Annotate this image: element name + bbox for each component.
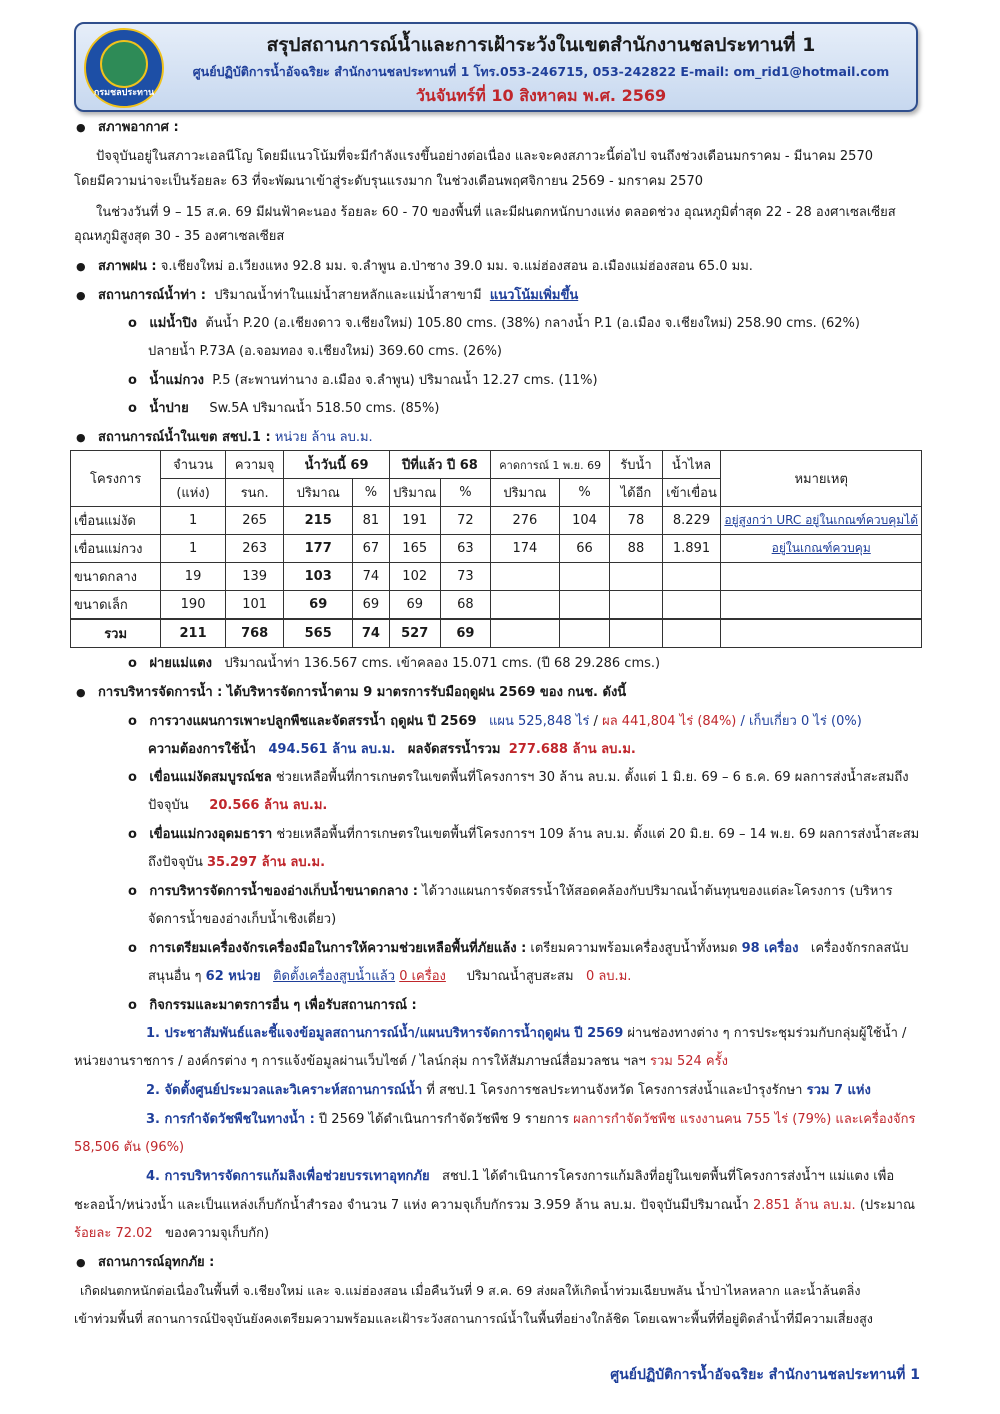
header-banner <box>74 22 918 112</box>
ping-label: แม่น้ำปิง <box>149 316 198 331</box>
m2-line-2 <box>148 791 327 820</box>
bullet-o-icon: o <box>128 714 137 729</box>
col-lastyear-volume: ปริมาณ <box>389 479 440 507</box>
a4-line <box>146 1162 894 1191</box>
runoff-heading: สถานการณ์น้ำท่า : <box>98 288 207 303</box>
cell-name: เขื่อนแม่งัด <box>71 507 161 535</box>
cell-cap: 101 <box>225 591 284 620</box>
m1-alloc-label: ผลจัดสรรน้ำรวม <box>407 742 501 757</box>
cell-fv: 174 <box>491 535 560 563</box>
reservoir-unit: หน่วย ล้าน ลบ.ม. <box>274 430 373 445</box>
total-receive <box>610 619 662 648</box>
cell-lp: 72 <box>440 507 490 535</box>
cell-name: เขื่อนแม่กวง <box>71 535 161 563</box>
m5-installed: ติดตั้งเครื่องสูบน้ำแล้ว <box>273 969 396 984</box>
cell-inflow: 1.891 <box>662 535 721 563</box>
cell-lv: 165 <box>389 535 440 563</box>
m1-line-2 <box>148 735 636 764</box>
a4-pct: ร้อยละ 72.02 <box>74 1226 153 1241</box>
cell-lv: 69 <box>389 591 440 620</box>
contact-line: ศูนย์ปฏิบัติการน้ำอัจฉริยะ สำนักงานชลประทานที่ 1 โทร.053-246715, 053-242822 E-mail: om_rid1@hotmail.com <box>192 64 890 79</box>
m6-label: กิจกรรมและมาตรการอื่น ๆ เพื่อรับสถานการณ์ : <box>149 998 417 1013</box>
table-row <box>71 563 922 591</box>
a4-text4: ของความจุเก็บกัก) <box>165 1226 270 1241</box>
m5-pumped-value: 0 ลบ.ม. <box>585 969 632 984</box>
cell-count: 19 <box>161 563 226 591</box>
page-title: สรุปสถานการณ์น้ำและการเฝ้าระวังในเขตสำนักงานชลประทานที่ 1 <box>266 34 816 56</box>
bullet-o-icon: o <box>128 884 137 899</box>
m3-label: เขื่อนแม่กวงอุดมธารา <box>149 827 273 842</box>
col-receive-2: ได้อีก <box>610 479 662 507</box>
a3-label: 3. การกำจัดวัชพืชในทางน้ำ : <box>146 1112 315 1127</box>
m5-label: การเตรียมเครื่องจักรเครื่องมือในการให้ความช่วยเหลือพื้นที่ภัยแล้ง : <box>149 941 527 956</box>
bullet-o-icon: o <box>128 316 137 331</box>
a1-line-2 <box>74 1047 728 1076</box>
bullet-icon: ● <box>76 431 86 444</box>
total-count: 211 <box>161 619 226 648</box>
cell-p: 81 <box>353 507 390 535</box>
m4-label: การบริหารจัดการน้ำของอ่างเก็บน้ำขนาดกลาง : <box>149 884 418 899</box>
a2-total: รวม 7 แห่ง <box>806 1083 871 1098</box>
kuang-text: P.5 (สะพานท่านาง อ.เมือง จ.ลำพูน) ปริมาณน้ำ 12.27 cms. (11%) <box>212 373 598 388</box>
total-lastyear-pct: 69 <box>440 619 490 648</box>
m1-sep: / <box>593 714 598 729</box>
col-receive: รับน้ำ <box>610 451 662 479</box>
logo-emblem-icon <box>100 40 148 88</box>
col-today-volume: ปริมาณ <box>284 479 353 507</box>
a1-line <box>146 1019 906 1048</box>
table-row <box>71 507 922 535</box>
m1-need: 494.561 ล้าน ลบ.ม. <box>268 742 396 757</box>
cell-fv <box>491 591 560 620</box>
col-forecast: คาดการณ์ 1 พ.ย. 69 <box>491 451 610 479</box>
table-total-row <box>71 619 922 648</box>
a4-text2: ชะลอน้ำ/หน่วงน้ำ และเป็นแหล่งเก็บกักน้ำสำรอง จำนวน 7 แห่ง ความจุเก็บกักรวม 3.959 ล้าน ลบ.ม. ปัจจุบันมีปริมาณน้ำ <box>74 1198 749 1213</box>
a1-text2: หน่วยงานราชการ / องค์กรต่าง ๆ การแจ้งข้อมูลผ่านเว็บไซต์ / ไลน์กลุ่ม การให้สัมภาษณ์สื่อมวลชน ฯลฯ <box>74 1054 646 1069</box>
weather-heading: สภาพอากาศ : <box>98 120 179 135</box>
table-row <box>71 591 922 620</box>
col-capacity-unit: รนก. <box>225 479 284 507</box>
a3-result-2 <box>74 1133 184 1162</box>
m5-text: เตรียมความพร้อมเครื่องสูบน้ำทั้งหมด <box>530 941 738 956</box>
a4-text: สชป.1 ได้ดำเนินการโครงการแก้มลิงที่อยู่ในเขตพื้นที่โครงการส่งน้ำฯ แม่แตง เพื่อ <box>442 1169 895 1184</box>
pai-label: น้ำปาย <box>149 401 189 416</box>
cell-lp: 63 <box>440 535 490 563</box>
total-volume: 565 <box>284 619 353 648</box>
m2-label: เขื่อนแม่งัดสมบูรณ์ชล <box>149 770 272 785</box>
ping-text-2: ปลายน้ำ P.73A (อ.จอมทอง จ.เชียงใหม่) 369.60 cms. (26%) <box>148 344 503 359</box>
m2-value: 20.566 ล้าน ลบ.ม. <box>209 798 328 813</box>
cell-fp: 104 <box>559 507 610 535</box>
reservoir-section <box>76 423 373 452</box>
col-forecast-volume: ปริมาณ <box>491 479 560 507</box>
weather-section <box>76 116 179 137</box>
kuang-river-line <box>128 366 598 395</box>
weather-text-1b: โดยมีความน่าจะเป็นร้อยละ 63 ที่จะพัฒนาเข้าสู่ระดับรุนแรงมาก ในช่วงเดือนพฤศจิกายน 2569 - มกราคม 2570 <box>74 174 703 189</box>
cell-fp <box>559 563 610 591</box>
runoff-text: ปริมาณน้ำท่าในแม่น้ำสายหลักและแม่น้ำสาขามี <box>214 288 482 303</box>
m3-value: 35.297 ล้าน ลบ.ม. <box>206 855 326 870</box>
cell-inflow <box>662 591 721 620</box>
cell-inflow: 8.229 <box>662 507 721 535</box>
m5-text-b: เครื่องจักรกลสนับ <box>810 941 909 956</box>
cell-fv: 276 <box>491 507 560 535</box>
flood-text-1: เกิดฝนตกหนักต่อเนื่องในพื้นที่ จ.เชียงใหม่ และ จ.แม่ฮ่องสอน เมื่อคืนวันที่ 9 ส.ค. 69 ส่งผลให้เกิดน้ำท่วมเฉียบพลัน น้ำป่าไหลหลาก และน้ำล้นตลิ่ง <box>80 1283 861 1298</box>
m3-text: ช่วยเหลือพื้นที่การเกษตรในเขตพื้นที่โครงการฯ 109 ล้าน ลบ.ม. ตั้งแต่ 20 มิ.ย. 69 – 14 พ.ย. 69 ผลการส่งน้ำสะสม <box>276 827 920 842</box>
cell-remark: อยู่สูงกว่า URC อยู่ในเกณฑ์ควบคุมได้ <box>721 507 922 535</box>
m3-line <box>128 820 919 849</box>
flood-section <box>76 1248 214 1277</box>
col-remark: หมายเหตุ <box>721 451 922 507</box>
table-row <box>71 535 922 563</box>
weather-text-2b: อุณหภูมิสูงสุด 30 - 35 องศาเซลเซียส <box>74 229 285 244</box>
a2-label: 2. จัดตั้งศูนย์ประมวลและวิเคราะห์สถานการณ์น้ำ <box>146 1083 423 1098</box>
footer-text: ศูนย์ปฏิบัติการน้ำอัจฉริยะ สำนักงานชลประทานที่ 1 <box>610 1367 920 1383</box>
m5-pumped: ปริมาณน้ำสูบสะสม <box>466 969 574 984</box>
management-section <box>76 678 626 707</box>
total-capacity: 768 <box>225 619 284 648</box>
cell-lv: 191 <box>389 507 440 535</box>
cell-fv <box>491 563 560 591</box>
bullet-icon: ● <box>76 289 86 302</box>
cell-fp: 66 <box>559 535 610 563</box>
a2-line <box>146 1076 871 1105</box>
bullet-icon: ● <box>76 686 86 699</box>
cell-remark <box>721 563 922 591</box>
a3-result2: 58,506 ตัน (96%) <box>74 1140 185 1155</box>
m4-text: ได้วางแผนการจัดสรรน้ำให้สอดคล้องกับปริมาณน้ำต้นทุนของแต่ละโครงการ (บริหาร <box>422 884 893 899</box>
cell-lp: 73 <box>440 563 490 591</box>
m1-need-label: ความต้องการใช้น้ำ <box>148 742 256 757</box>
cell-inflow <box>662 563 721 591</box>
ping-text: ต้นน้ำ P.20 (อ.เชียงดาว จ.เชียงใหม่) 105.80 cms. (38%) กลางน้ำ P.1 (อ.เมือง จ.เชียงใหม่) 258.90 cms. (62%) <box>205 316 860 331</box>
m1-plan: แผน 525,848 ไร่ <box>488 714 590 729</box>
col-count-unit: (แห่ง) <box>161 479 226 507</box>
bullet-o-icon: o <box>128 373 137 388</box>
logo-text: กรมชลประทาน <box>93 88 155 98</box>
m1-line <box>128 707 862 736</box>
m2-text2: ปัจจุบัน <box>148 798 189 813</box>
ping-river-line <box>128 309 860 338</box>
cell-p: 67 <box>353 535 390 563</box>
total-label: รวม <box>71 619 161 648</box>
rain-heading: สภาพฝน : <box>98 259 157 274</box>
m2-text: ช่วยเหลือพื้นที่การเกษตรในเขตพื้นที่โครงการฯ 30 ล้าน ลบ.ม. ตั้งแต่ 1 มิ.ย. 69 – 6 ธ.ค. 69 ผลการส่งน้ำสะสมถึง <box>275 770 909 785</box>
a1-text: ผ่านช่องทางต่าง ๆ การประชุมร่วมกับกลุ่มผู้ใช้น้ำ / <box>627 1026 907 1041</box>
maetaeng-line <box>128 649 660 678</box>
bullet-icon: ● <box>76 1256 86 1269</box>
pai-river-line <box>128 394 439 423</box>
report-date: วันจันทร์ที่ 10 สิงหาคม พ.ศ. 2569 <box>415 86 667 105</box>
cell-name: ขนาดเล็ก <box>71 591 161 620</box>
a4-line-2 <box>74 1191 915 1220</box>
cell-v: 215 <box>284 507 353 535</box>
total-remark <box>721 619 922 648</box>
royal-irrigation-logo <box>84 28 164 108</box>
runoff-trend: แนวโน้มเพิ่มขึ้น <box>489 288 579 303</box>
bullet-o-icon: o <box>128 401 137 416</box>
cell-p: 74 <box>353 563 390 591</box>
cell-fp <box>559 591 610 620</box>
a4-line-3 <box>74 1219 269 1248</box>
table-header-row <box>71 451 922 479</box>
rain-text: จ.เชียงใหม่ อ.เวียงแหง 92.8 มม. จ.ลำพูน อ.ป่าซาง 39.0 มม. จ.แม่ฮ่องสอน อ.เมืองแม่ฮ่องสอน 65.0 มม. <box>160 259 753 274</box>
col-lastyear: ปีที่แล้ว ปี 68 <box>389 451 490 479</box>
m1-result: ผล 441,804 ไร่ (84%) <box>602 714 737 729</box>
a3-text: ปี 2569 ได้ดำเนินการกำจัดวัชพืช 9 รายการ <box>318 1112 569 1127</box>
cell-count: 190 <box>161 591 226 620</box>
m4-text-2: จัดการน้ำของอ่างเก็บน้ำเชิงเดี่ยว) <box>148 912 337 927</box>
weather-text-2a: ในช่วงวันที่ 9 – 15 ส.ค. 69 มีฝนฟ้าคะนอง ร้อยละ 60 - 70 ของพื้นที่ และมีฝนตกหนักบางแห่ง ตลอดช่วง อุณหภูมิต่ำสุด 22 - 28 องศาเซลเซียส <box>96 205 896 220</box>
runoff-section <box>76 281 578 310</box>
cell-v: 103 <box>284 563 353 591</box>
cell-cap: 139 <box>225 563 284 591</box>
total-forecast-volume <box>491 619 560 648</box>
bullet-o-icon: o <box>128 827 137 842</box>
m1-alloc: 277.688 ล้าน ลบ.ม. <box>508 742 636 757</box>
m5-line <box>128 934 909 963</box>
maetaeng-label: ฝายแม่แตง <box>149 656 212 671</box>
col-inflow-2: เข้าเขื่อน <box>662 479 721 507</box>
a4-value: 2.851 ล้าน ลบ.ม. <box>752 1198 856 1213</box>
m1-label: การวางแผนการเพาะปลูกพืชและจัดสรรน้ำ ฤดูฝน ปี 2569 <box>149 714 477 729</box>
col-project: โครงการ <box>71 451 161 507</box>
a3-result: ผลการกำจัดวัชพืช แรงงานคน 755 ไร่ (79%) และเครื่องจักร <box>573 1112 916 1127</box>
cell-lp: 68 <box>440 591 490 620</box>
col-today: น้ำวันนี้ 69 <box>284 451 389 479</box>
m5-text2: สนุนอื่น ๆ <box>148 969 202 984</box>
a3-line <box>146 1105 916 1134</box>
m5-line-2 <box>148 962 631 991</box>
bullet-icon: ● <box>76 121 86 134</box>
weather-text-1a: ปัจจุบันอยู่ในสภาวะเอลนีโญ โดยมีแนวโน้มที่จะมีกำลังแรงขึ้นอย่างต่อเนื่อง และจะคงสภาวะนี้ต่อไป จนถึงช่วงเดือนมกราคม - มีนาคม 2570 <box>96 149 873 164</box>
m3-text2: ถึงปัจจุบัน <box>148 855 203 870</box>
col-count: จำนวน <box>161 451 226 479</box>
a1-label: 1. ประชาสัมพันธ์และชี้แจงข้อมูลสถานการณ์น้ำ/แผนบริหารจัดการน้ำฤดูฝน ปี 2569 <box>146 1026 624 1041</box>
cell-v: 69 <box>284 591 353 620</box>
cell-v: 177 <box>284 535 353 563</box>
maetaeng-text: ปริมาณน้ำท่า 136.567 cms. เข้าคลอง 15.071 cms. (ปี 68 29.286 cms.) <box>224 656 661 671</box>
reservoir-table <box>70 450 922 648</box>
kuang-label: น้ำแม่กวง <box>149 373 204 388</box>
bullet-o-icon: o <box>128 770 137 785</box>
col-lastyear-pct: % <box>440 479 490 507</box>
m1-harvest: / เก็บเกี่ยว 0 ไร่ (0%) <box>740 714 862 729</box>
m5-pumps: 98 เครื่อง <box>741 941 799 956</box>
bullet-o-icon: o <box>128 656 137 671</box>
col-today-pct: % <box>353 479 390 507</box>
cell-p: 69 <box>353 591 390 620</box>
total-inflow <box>662 619 721 648</box>
bullet-icon: ● <box>76 260 86 273</box>
cell-recv: 78 <box>610 507 662 535</box>
col-capacity: ความจุ <box>225 451 284 479</box>
m4-line <box>128 877 893 906</box>
cell-count: 1 <box>161 535 226 563</box>
m6-line <box>128 991 417 1020</box>
a2-text: ที่ สชป.1 โครงการชลประทานจังหวัด โครงการส่งน้ำและบำรุงรักษา <box>426 1083 803 1098</box>
cell-recv: 88 <box>610 535 662 563</box>
flood-text-2: เข้าท่วมพื้นที่ สถานการณ์ปัจจุบันยังคงเตรียมความพร้อมและเฝ้าระวังสถานการณ์น้ำในพื้นที่อย่างใกล้ชิด โดยเฉพาะพื้นที่ที่อยู่ติดลำน้ำที่มีความเสี่ยงสูง <box>74 1311 873 1326</box>
col-inflow: น้ำไหล <box>662 451 721 479</box>
cell-cap: 263 <box>225 535 284 563</box>
cell-count: 1 <box>161 507 226 535</box>
col-forecast-pct: % <box>559 479 610 507</box>
cell-remark: อยู่ในเกณฑ์ควบคุม <box>721 535 922 563</box>
cell-recv <box>610 563 662 591</box>
bullet-o-icon: o <box>128 941 137 956</box>
cell-lv: 102 <box>389 563 440 591</box>
total-forecast-pct <box>559 619 610 648</box>
flood-heading: สถานการณ์อุทกภัย : <box>98 1255 215 1270</box>
m2-line <box>128 763 909 792</box>
cell-remark <box>721 591 922 620</box>
m5-installed-value: 0 เครื่อง <box>399 969 446 984</box>
reservoir-heading: สถานการณ์น้ำในเขต สชป.1 : <box>98 430 271 445</box>
m3-line-2 <box>148 848 325 877</box>
total-pct: 74 <box>353 619 390 648</box>
m5-units: 62 หน่วย <box>205 969 261 984</box>
pai-text: Sw.5A ปริมาณน้ำ 518.50 cms. (85%) <box>209 401 440 416</box>
management-heading: การบริหารจัดการน้ำ : ได้บริหารจัดการน้ำตาม 9 มาตรการรับมือฤดูฝน 2569 ของ กนช. ดังนี้ <box>98 685 627 700</box>
cell-name: ขนาดกลาง <box>71 563 161 591</box>
total-lastyear-volume: 527 <box>389 619 440 648</box>
a4-text3: (ประมาณ <box>859 1198 916 1213</box>
cell-recv <box>610 591 662 620</box>
bullet-o-icon: o <box>128 998 137 1013</box>
a1-total: รวม 524 ครั้ง <box>649 1054 728 1069</box>
rain-section <box>76 252 753 281</box>
a4-label: 4. การบริหารจัดการแก้มลิงเพื่อช่วยบรรเทาอุทกภัย <box>146 1169 430 1184</box>
cell-cap: 265 <box>225 507 284 535</box>
